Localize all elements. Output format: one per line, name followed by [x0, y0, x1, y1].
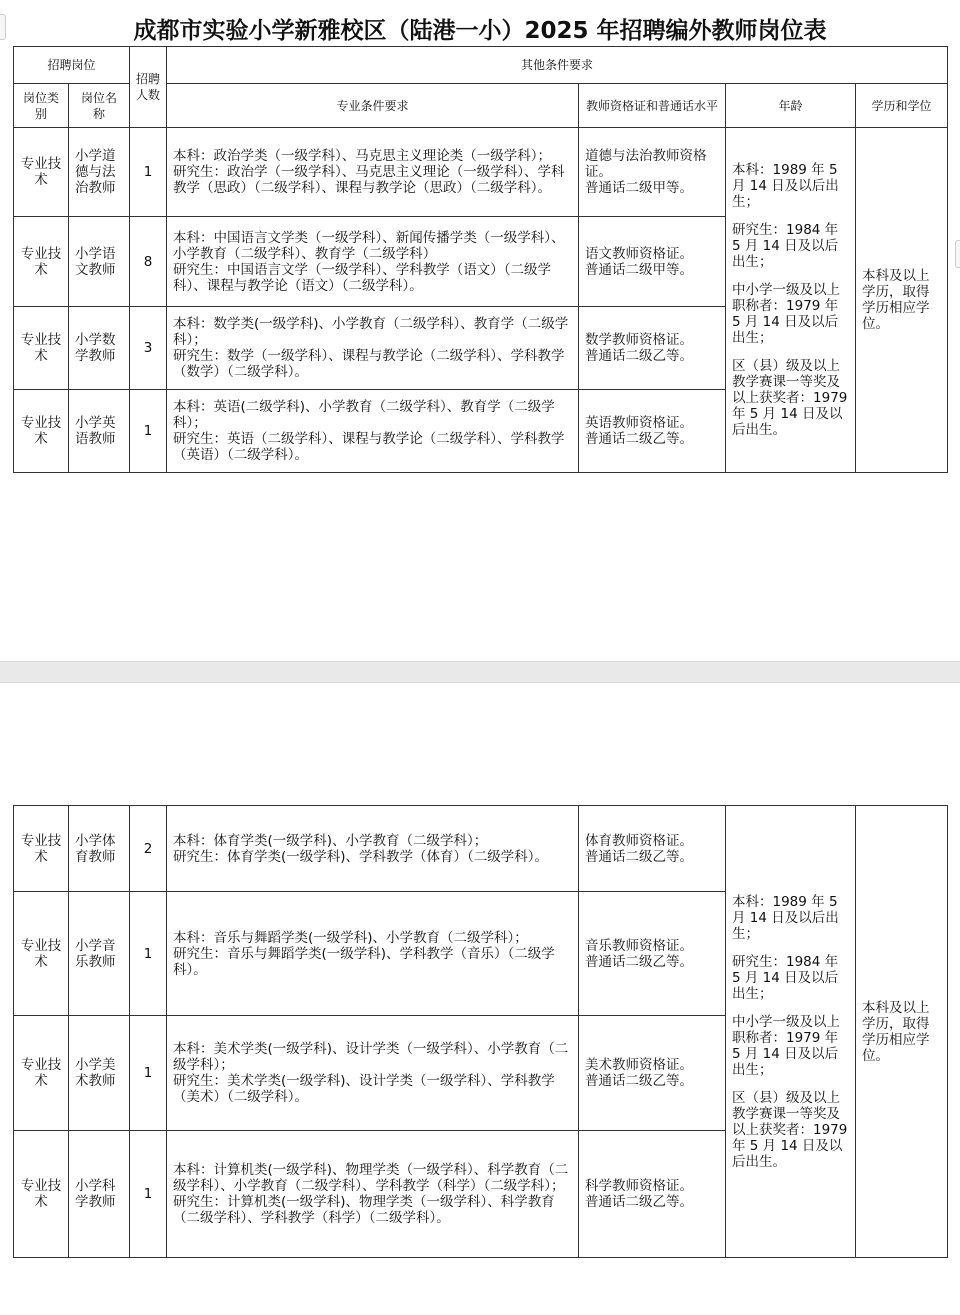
header-category: 岗位类别 [14, 84, 69, 128]
age-postgrad: 研究生：1984 年 5 月 14 日及以后出生； [732, 222, 839, 270]
row-name: 小学音乐教师 [69, 892, 130, 1016]
row-category: 专业技术 [14, 307, 69, 390]
age-award: 区（县）级及以上教学赛课一等奖及以上获奖者：1979 年 5 月 14 日及以后出生。 [732, 1089, 848, 1170]
row-cert: 数学教师资格证。 普通话二级乙等。 [579, 307, 726, 390]
row-count: 3 [130, 307, 167, 390]
header-name: 岗位名称 [69, 84, 130, 128]
row-cert: 英语教师资格证。 普通话二级乙等。 [579, 390, 726, 473]
row-name: 小学道德与法治教师 [69, 128, 130, 217]
table-row [14, 806, 948, 892]
row-count: 1 [130, 1016, 167, 1131]
header-post: 招聘岗位 [14, 47, 130, 84]
row-category: 专业技术 [14, 128, 69, 217]
row-category: 专业技术 [14, 806, 69, 892]
row-name: 小学语文教师 [69, 217, 130, 307]
age-requirement [726, 806, 856, 1258]
row-category: 专业技术 [14, 892, 69, 1016]
row-name: 小学科学教师 [69, 1131, 130, 1258]
row-name: 小学体育教师 [69, 806, 130, 892]
row-major: 本科：美术学类(一级学科)、设计学类（一级学科）、小学教育（二级学科）； 研究生：美术学类(一级学科)、设计学类（一级学科）、学科教学（美术）（二级学科）。 [167, 1016, 579, 1131]
row-major: 本科：体育学类(一级学科)、小学教育（二级学科）； 研究生：体育学类(一级学科)、学科教学（体育）（二级学科）。 [167, 806, 579, 892]
page-gap [0, 661, 960, 683]
row-cert: 语文教师资格证。 普通话二级甲等。 [579, 217, 726, 307]
header-edu: 学历和学位 [856, 84, 948, 128]
age-title: 中小学一级及以上职称者：1979 年 5 月 14 日及以后出生； [732, 1013, 840, 1078]
row-category: 专业技术 [14, 1016, 69, 1131]
row-count: 2 [130, 806, 167, 892]
row-cert: 道德与法治教师资格证。 普通话二级甲等。 [579, 128, 726, 217]
row-major: 本科：音乐与舞蹈学类(一级学科)、小学教育（二级学科）； 研究生：音乐与舞蹈学类(一级学科)、学科教学（音乐）（二级学科）。 [167, 892, 579, 1016]
row-count: 1 [130, 390, 167, 473]
edu-requirement: 本科及以上学历，取得学历相应学位。 [856, 806, 948, 1258]
age-undergrad: 本科：1989 年 5 月 14 日及以后出生； [732, 162, 839, 210]
header-cert: 教师资格证和普通话水平 [579, 84, 726, 128]
scroll-handle-right[interactable] [955, 240, 960, 268]
table-row [14, 128, 948, 217]
row-major: 本科：中国语言文学类（一级学科）、新闻传播学类（一级学科）、小学教育（二级学科）、教育学（二级学科） 研究生：中国语言文学（一级学科）、学科教学（语文）（二级学科）、课程与教学论（语文）（二级学科）。 [167, 217, 579, 307]
header-other: 其他条件要求 [167, 47, 948, 84]
row-count: 1 [130, 1131, 167, 1258]
age-award: 区（县）级及以上教学赛课一等奖及以上获奖者：1979 年 5 月 14 日及以后出生。 [732, 358, 848, 438]
row-name: 小学美术教师 [69, 1016, 130, 1131]
age-title: 中小学一级及以上职称者：1979 年 5 月 14 日及以后出生； [732, 282, 841, 346]
positions-table-page-1 [13, 46, 948, 473]
row-major: 本科：政治学类（一级学科）、马克思主义理论类（一级学科）； 研究生：政治学（一级学科）、马克思主义理论（一级学科）、学科教学（思政）（二级学科）、课程与教学论（思政）（二级学科）。 [167, 128, 579, 217]
row-major: 本科：英语(二级学科)、小学教育（二级学科）、教育学（二级学科）； 研究生：英语（二级学科）、课程与教学论（二级学科）、学科教学（英语）（二级学科）。 [167, 390, 579, 473]
row-cert: 美术教师资格证。 普通话二级乙等。 [579, 1016, 726, 1131]
row-major: 本科：计算机类(一级学科)、物理学类（一级学科）、科学教育（二级学科）、小学教育（二级学科）、学科教学（科学）（二级学科）； 研究生：计算机类(一级学科)、物理学类（一级学科）、科学教育（二级学科）、学科教学（科学）（二级学科）。 [167, 1131, 579, 1258]
row-major: 本科：数学类(一级学科)、小学教育（二级学科）、教育学（二级学科）； 研究生：数学（一级学科）、课程与教学论（二级学科）、学科教学（数学）（二级学科）。 [167, 307, 579, 390]
age-postgrad: 研究生：1984 年 5 月 14 日及以后出生； [732, 953, 839, 1002]
row-category: 专业技术 [14, 1131, 69, 1258]
row-count: 1 [130, 892, 167, 1016]
positions-table-page-2 [13, 805, 948, 1258]
row-count: 1 [130, 128, 167, 217]
row-count: 8 [130, 217, 167, 307]
row-cert: 科学教师资格证。 普通话二级乙等。 [579, 1131, 726, 1258]
age-requirement [726, 128, 856, 473]
row-category: 专业技术 [14, 390, 69, 473]
row-cert: 体育教师资格证。 普通话二级乙等。 [579, 806, 726, 892]
row-name: 小学英语教师 [69, 390, 130, 473]
row-name: 小学数学教师 [69, 307, 130, 390]
row-category: 专业技术 [14, 217, 69, 307]
header-age: 年龄 [726, 84, 856, 128]
page-title: 成都市实验小学新雅校区（陆港一小）2025 年招聘编外教师岗位表 [133, 18, 827, 44]
edu-requirement: 本科及以上学历，取得学历相应学位。 [856, 128, 948, 473]
age-undergrad: 本科：1989 年 5 月 14 日及以后出生； [732, 893, 839, 942]
header-major: 专业条件要求 [167, 84, 579, 128]
row-cert: 音乐教师资格证。 普通话二级乙等。 [579, 892, 726, 1016]
header-count: 招聘人数 [130, 47, 167, 128]
